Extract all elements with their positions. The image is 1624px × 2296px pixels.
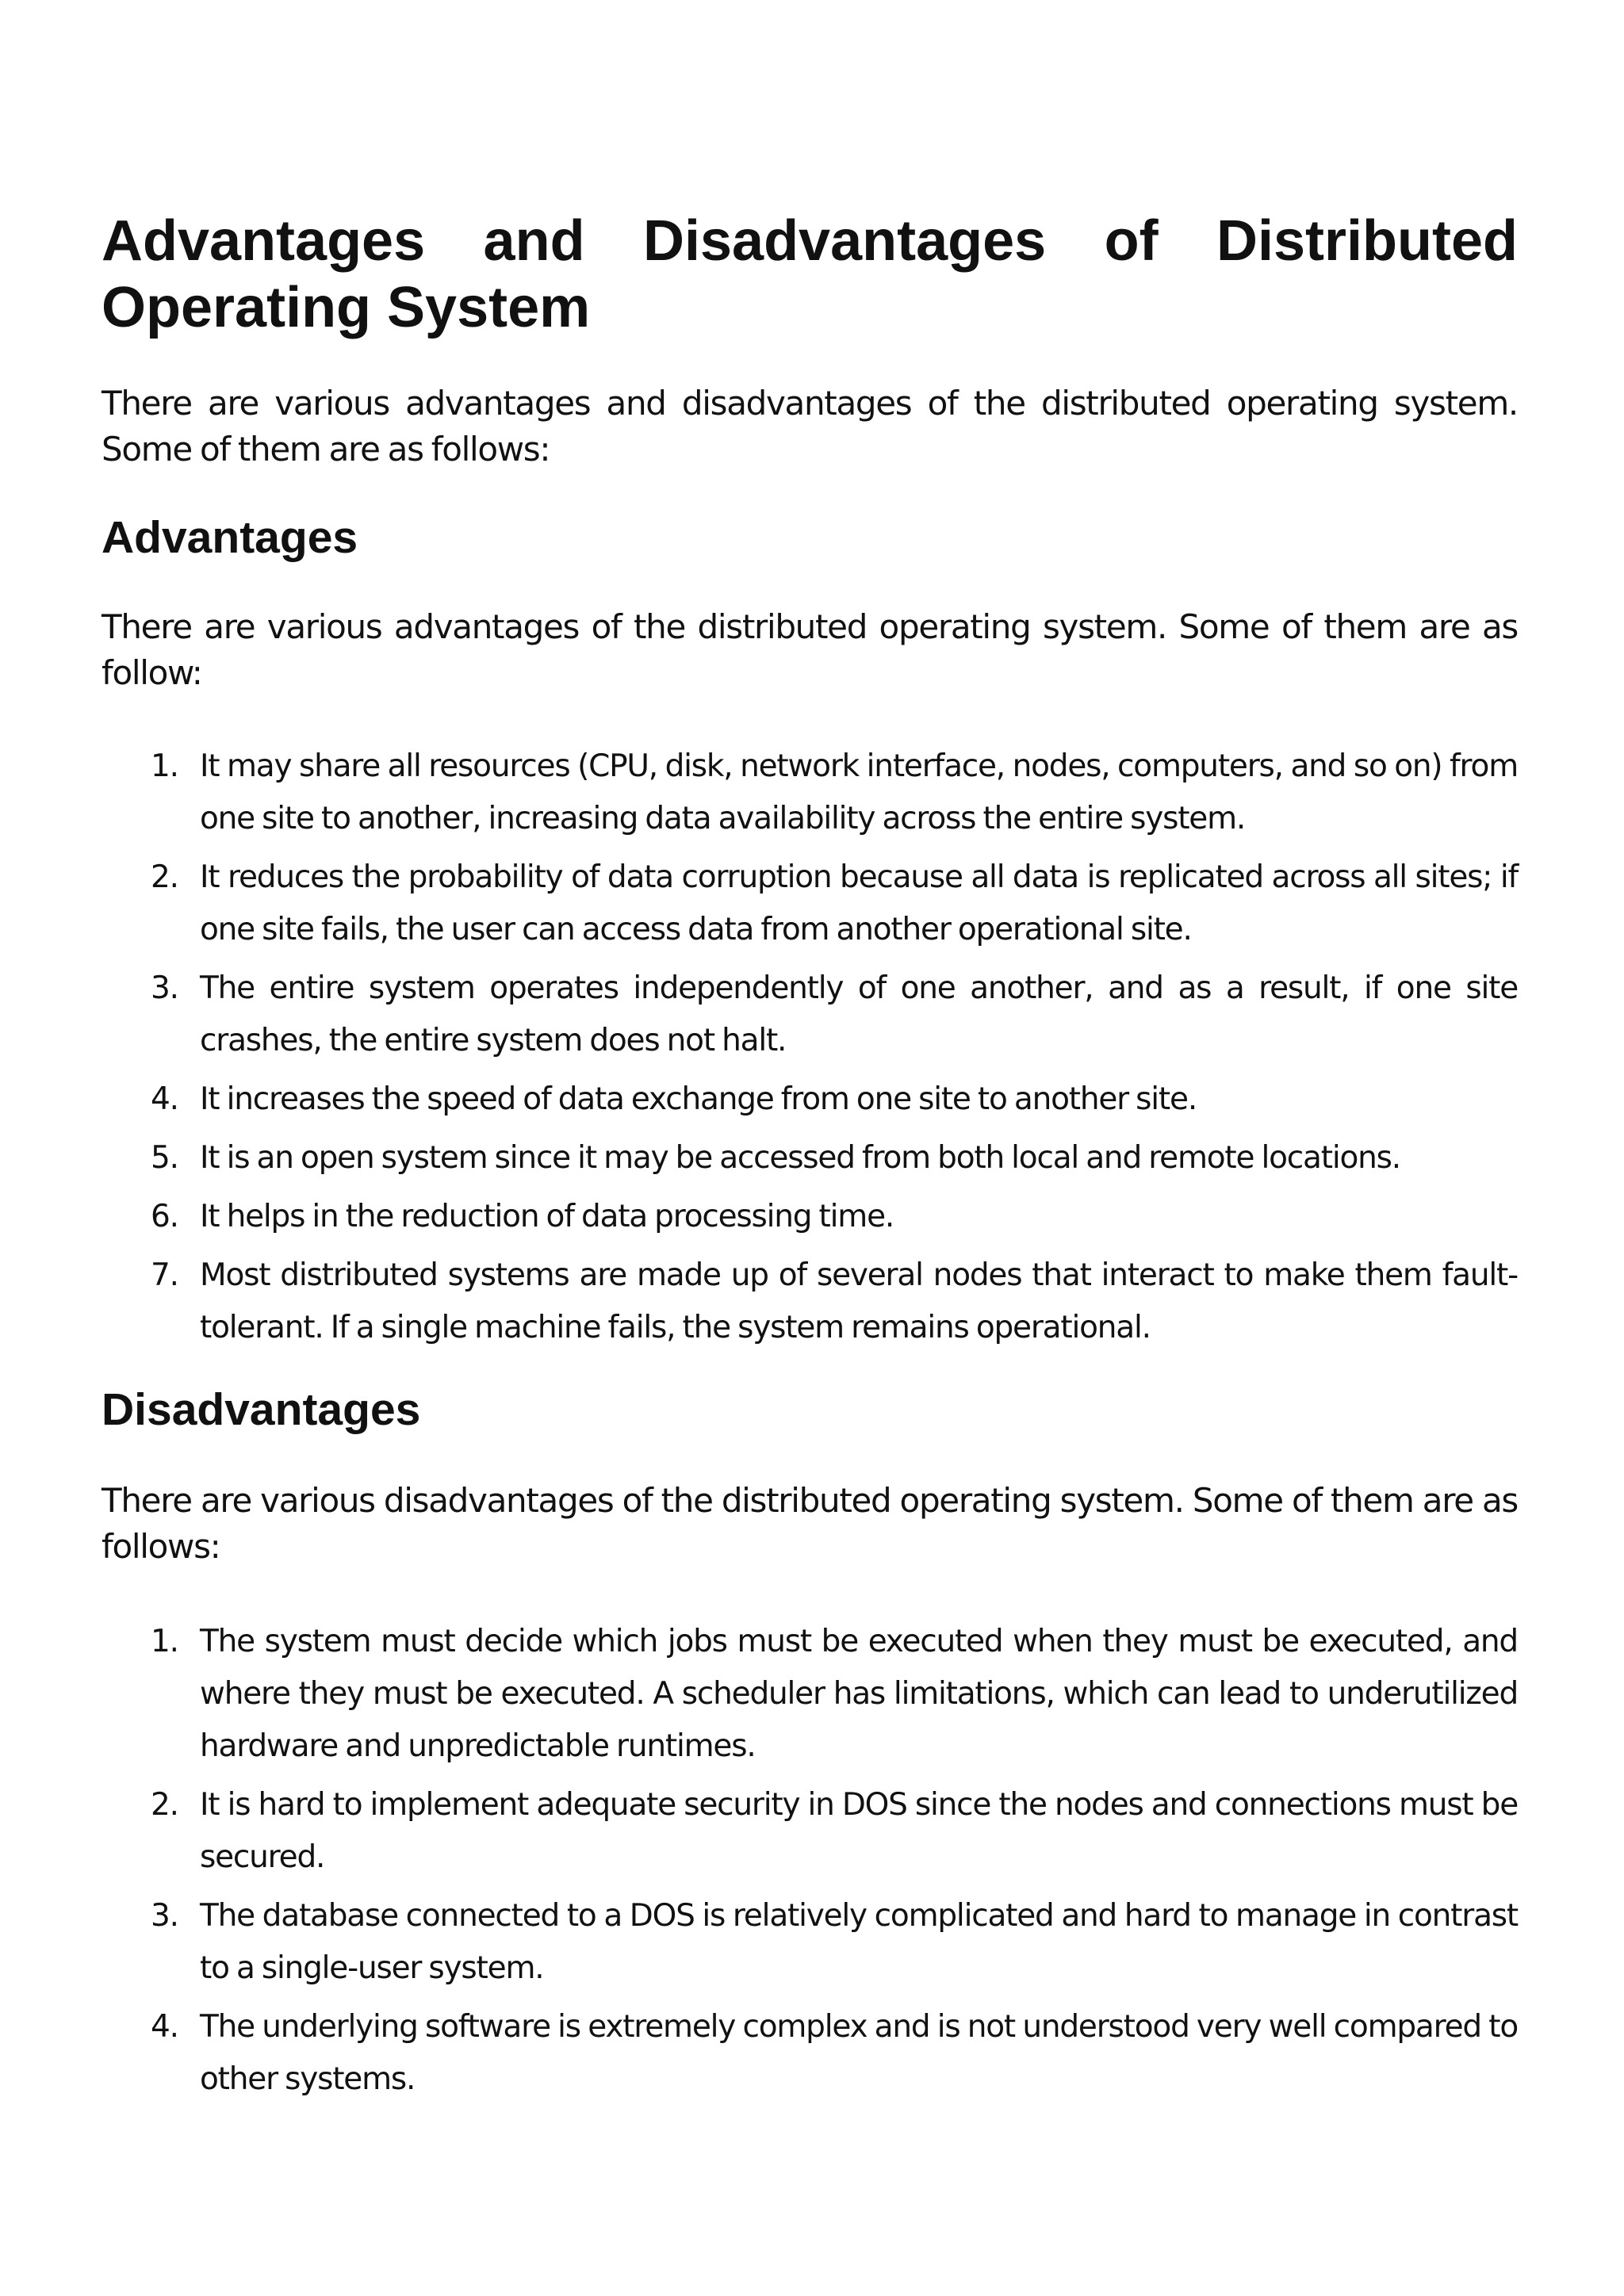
list-number: 3. [151,970,178,1006]
list-item-text: It increases the speed of data exchange from one site to another site. [200,1081,1197,1117]
advantages-list [102,740,1518,1354]
list-number: 1. [151,1624,178,1659]
list-number: 4. [151,1081,178,1117]
list-item-text: It is hard to implement adequate security in DOS since the nodes and connections must be secured. [200,1787,1518,1875]
list-item [102,1191,1518,1243]
list-number: 5. [151,1140,178,1176]
page-title: Advantages and Disadvantages of Distributed Operating System [102,209,1518,339]
list-item [102,1073,1518,1126]
list-number: 2. [151,859,178,895]
disadvantages-heading: Disadvantages [102,1384,421,1435]
list-item-text: It is an open system since it may be accessed from both local and remote locations. [200,1140,1400,1176]
list-item-text: It reduces the probability of data corruption because all data is replicated across all sites; if one site fails, the user can access data from another operational site. [200,859,1518,947]
document-page [102,0,1518,2106]
list-item-text: It may share all resources (CPU, disk, network interface, nodes, computers, and so on) from one site to another, increasing data availability across the entire system. [200,748,1518,836]
list-item [102,740,1518,845]
list-item [102,851,1518,956]
list-item-text: The database connected to a DOS is relatively complicated and hard to manage in contrast to a single-user system. [200,1898,1518,1986]
list-item [102,1249,1518,1354]
list-item [102,1890,1518,1995]
advantages-heading: Advantages [102,512,358,563]
list-item-text: It helps in the reduction of data processing time. [200,1199,894,1234]
disadvantages-intro: There are various disadvantages of the distributed operating system. Some of them are as follows: [102,1481,1518,1566]
list-number: 4. [151,2009,178,2045]
disadvantages-list [102,1616,1518,2106]
list-number: 6. [151,1199,178,1234]
list-number: 2. [151,1787,178,1823]
list-item-text: The system must decide which jobs must be executed when they must be executed, and where they must be executed. A scheduler has limitations, which can lead to underutilized hardware and unpredictable runtimes. [200,1624,1518,1764]
list-number: 1. [151,748,178,784]
list-item-text: The underlying software is extremely complex and is not understood very well compared to other systems. [200,2009,1518,2097]
list-item [102,1132,1518,1184]
list-item [102,962,1518,1067]
list-item [102,2001,1518,2106]
advantages-intro: There are various advantages of the distributed operating system. Some of them are as follow: [102,607,1518,692]
list-number: 7. [151,1257,178,1293]
list-item [102,1779,1518,1884]
list-number: 3. [151,1898,178,1934]
intro-paragraph: There are various advantages and disadvantages of the distributed operating system. Some of them are as follows: [102,384,1518,469]
list-item-text: Most distributed systems are made up of several nodes that interact to make them fault-tolerant. If a single machine fails, the system remains operational. [200,1257,1518,1345]
list-item-text: The entire system operates independently of one another, and as a result, if one site crashes, the entire system does not halt. [200,970,1518,1058]
list-item [102,1616,1518,1773]
